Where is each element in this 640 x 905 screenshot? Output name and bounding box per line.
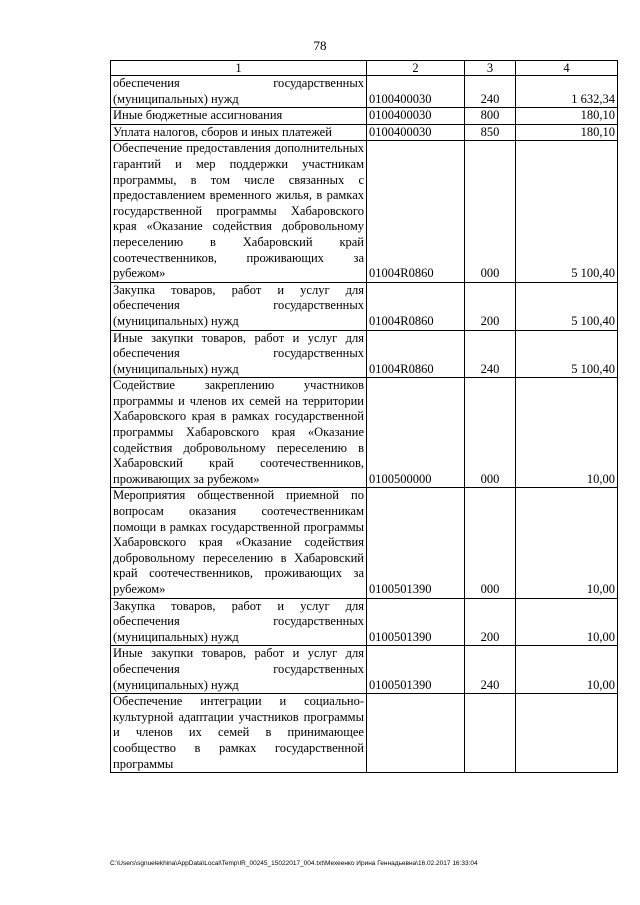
header-col-4: 4 bbox=[516, 61, 618, 76]
table-header-row bbox=[111, 61, 618, 76]
row-name-cell: Уплата налогов, сборов и иных платежей bbox=[111, 124, 367, 141]
row-code-cell: 0100500000 bbox=[367, 378, 465, 488]
file-path-footer: C:\Users\sgnuelekhina\AppData\Local\Temp\IR_00245_15022017_004.txt\Мехеенко Ирина Геннадьевна\16.02.2017 16:33:04 bbox=[110, 860, 478, 867]
table-row bbox=[111, 330, 618, 378]
row-name-cell: Закупка товаров, работ и услуг для обеспечения государственных (муниципальных) нужд bbox=[111, 598, 367, 646]
row-code-cell: 01004R0860 bbox=[367, 141, 465, 282]
row-amount-cell: 5 100,40 bbox=[516, 330, 618, 378]
row-type-cell: 800 bbox=[465, 108, 516, 125]
row-type-cell: 000 bbox=[465, 488, 516, 598]
table-row bbox=[111, 488, 618, 598]
table-row bbox=[111, 108, 618, 125]
header-col-2: 2 bbox=[367, 61, 465, 76]
row-code-cell: 0100501390 bbox=[367, 488, 465, 598]
row-name-cell: Обеспечение интеграции и социально-культурной адаптации участников программы и членов их семей в принимающее сообщество в рамках государственной программы bbox=[111, 694, 367, 773]
row-type-cell bbox=[465, 694, 516, 773]
row-type-cell: 240 bbox=[465, 330, 516, 378]
row-amount-cell: 180,10 bbox=[516, 124, 618, 141]
row-code-cell: 01004R0860 bbox=[367, 330, 465, 378]
row-name-cell: Обеспечение предоставления дополнительных гарантий и мер поддержки участникам программы, в том числе связанных с предоставлением временного жилья, в рамках государственной программы Хабаровского края «Оказание содействия добровольному переселению в Хабаровский край соотечественников, проживающих за рубежом» bbox=[111, 141, 367, 282]
row-code-cell bbox=[367, 694, 465, 773]
row-amount-cell: 10,00 bbox=[516, 378, 618, 488]
row-type-cell: 200 bbox=[465, 598, 516, 646]
row-code-cell: 0100501390 bbox=[367, 646, 465, 694]
row-type-cell: 240 bbox=[465, 76, 516, 108]
row-amount-cell: 10,00 bbox=[516, 488, 618, 598]
row-amount-cell: 180,10 bbox=[516, 108, 618, 125]
row-code-cell: 0100501390 bbox=[367, 598, 465, 646]
row-amount-cell: 1 632,34 bbox=[516, 76, 618, 108]
table-row bbox=[111, 694, 618, 773]
header-col-1: 1 bbox=[111, 61, 367, 76]
table-row bbox=[111, 646, 618, 694]
row-amount-cell: 10,00 bbox=[516, 646, 618, 694]
row-name-cell: Иные бюджетные ассигнования bbox=[111, 108, 367, 125]
row-amount-cell: 5 100,40 bbox=[516, 282, 618, 330]
table-row bbox=[111, 76, 618, 108]
row-amount-cell: 5 100,40 bbox=[516, 141, 618, 282]
row-code-cell: 0100400030 bbox=[367, 108, 465, 125]
row-amount-cell bbox=[516, 694, 618, 773]
row-type-cell: 200 bbox=[465, 282, 516, 330]
row-name-cell: Иные закупки товаров, работ и услуг для обеспечения государственных (муниципальных) нужд bbox=[111, 646, 367, 694]
row-name-cell: Мероприятия общественной приемной по вопросам оказания соотечественникам помощи в рамках государственной программы Хабаровского края «Оказание содействия добровольному переселению в Хабаровский край соотечественников, проживающих за рубежом» bbox=[111, 488, 367, 598]
row-type-cell: 000 bbox=[465, 378, 516, 488]
row-type-cell: 240 bbox=[465, 646, 516, 694]
page-number: 78 bbox=[313, 38, 327, 53]
row-name-cell: обеспечения государственных (муниципальных) нужд bbox=[111, 76, 367, 108]
row-code-cell: 01004R0860 bbox=[367, 282, 465, 330]
row-type-cell: 000 bbox=[465, 141, 516, 282]
row-code-cell: 0100400030 bbox=[367, 76, 465, 108]
table-row bbox=[111, 282, 618, 330]
table-row bbox=[111, 598, 618, 646]
table-row bbox=[111, 124, 618, 141]
row-name-cell: Закупка товаров, работ и услуг для обеспечения государственных (муниципальных) нужд bbox=[111, 282, 367, 330]
budget-table bbox=[110, 60, 618, 773]
row-name-cell: Содействие закреплению участников программы и членов их семей на территории Хабаровского края в рамках государственной программы Хабаровского края «Оказание содействия добровольному переселению в Хабаровский край соотечественников, проживающих за рубежом» bbox=[111, 378, 367, 488]
row-name-cell: Иные закупки товаров, работ и услуг для обеспечения государственных (муниципальных) нужд bbox=[111, 330, 367, 378]
row-code-cell: 0100400030 bbox=[367, 124, 465, 141]
row-type-cell: 850 bbox=[465, 124, 516, 141]
table-row bbox=[111, 378, 618, 488]
table-row bbox=[111, 141, 618, 282]
header-col-3: 3 bbox=[465, 61, 516, 76]
row-amount-cell: 10,00 bbox=[516, 598, 618, 646]
